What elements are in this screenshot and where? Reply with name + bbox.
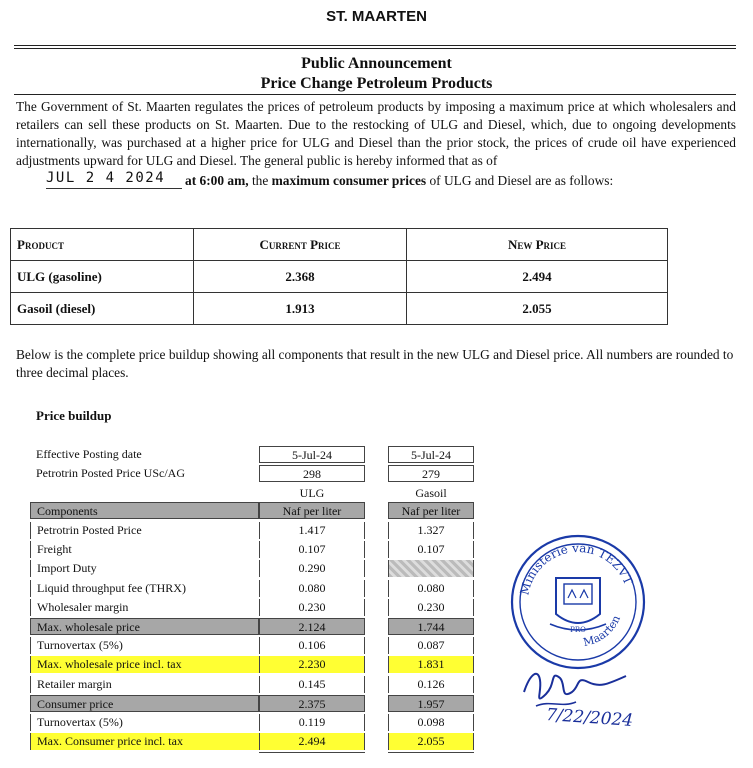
header-new-price: New Price: [407, 229, 668, 261]
ulg-value: 0.107: [259, 541, 365, 558]
header-rule-2: [14, 48, 736, 49]
posted-price-label: Petrotrin Posted Price USc/AG: [36, 466, 185, 480]
gasoil-value: 0.126: [388, 676, 474, 693]
components-header: Components: [30, 502, 259, 519]
ulg-effective-date: 5-Jul-24: [259, 446, 365, 463]
component-label: Consumer price: [30, 695, 259, 712]
ulg-value: 0.080: [259, 580, 365, 597]
price-row: [11, 293, 668, 325]
seal-motto: PRO: [570, 626, 586, 634]
seal-text-top: Ministerie van TEZVT: [517, 540, 636, 597]
ulg-value: 0.290: [259, 560, 365, 577]
document-title: ST. MAARTEN: [326, 8, 427, 25]
svg-text:Maarten: [582, 613, 623, 649]
ulg-posted-price: 298: [259, 465, 365, 482]
date-stamp: JUL 2 4 2024: [46, 170, 182, 189]
price-table-header: [11, 229, 668, 261]
ulg-unit-header: Naf per liter: [259, 502, 365, 519]
gas-unit-header: Naf per liter: [388, 502, 474, 519]
buildup-intro: Below is the complete price buildup showing all components that result in the new ULG and Diesel price. All numbers are rounded to three decimal places.: [16, 347, 734, 380]
gasoil-value: 1.831: [388, 656, 474, 673]
announcement-title: [0, 54, 753, 94]
tail-emphasis: maximum consumer prices: [271, 173, 427, 188]
new-price: 2.055: [407, 293, 668, 325]
gas-column-title: Gasoil: [415, 486, 447, 500]
ulg-value: 2.124: [259, 618, 365, 635]
product-name: Gasoil (diesel): [11, 293, 194, 325]
gas-posted-price: 279: [388, 465, 474, 482]
ulg-column-title: ULG: [299, 486, 325, 500]
signature-date: 7/22/2024: [545, 704, 634, 732]
new-price: 2.494: [407, 261, 668, 293]
gasoil-value: 0.098: [388, 714, 474, 731]
gasoil-value: 0.107: [388, 541, 474, 558]
component-label: Import Duty: [30, 560, 259, 577]
ulg-value: 0.106: [259, 637, 365, 654]
component-label: Freight: [30, 541, 259, 558]
effective-date-label: Effective Posting date: [36, 447, 142, 461]
ulg-value: 2.494: [259, 733, 365, 750]
price-row: [11, 261, 668, 293]
header-current-price: Current Price: [194, 229, 407, 261]
ulg-value: 1.417: [259, 522, 365, 539]
gasoil-value: 0.087: [388, 637, 474, 654]
tail-mid: the: [248, 173, 272, 188]
component-label: Max. Consumer price incl. tax: [30, 733, 359, 750]
ulg-value: 2.230: [259, 656, 365, 673]
component-label: Retailer margin: [30, 676, 259, 693]
announcement-tail: [185, 172, 613, 190]
ulg-value: 2.375: [259, 695, 365, 712]
component-label: Max. wholesale price incl. tax: [30, 656, 359, 673]
gasoil-value: 1.957: [388, 695, 474, 712]
title-rule: [14, 94, 736, 95]
tail-end: of ULG and Diesel are as follows:: [426, 173, 614, 188]
gas-table-bottom-border: [388, 752, 474, 753]
ulg-value: 0.230: [259, 599, 365, 616]
tail-time: at 6:00 am,: [185, 173, 249, 188]
current-price: 2.368: [194, 261, 407, 293]
gasoil-value: 1.744: [388, 618, 474, 635]
component-label: Petrotrin Posted Price: [30, 522, 259, 539]
price-table: [10, 228, 668, 325]
ulg-value: 0.145: [259, 676, 365, 693]
gasoil-value: 1.327: [388, 522, 474, 539]
component-label: Turnovertax (5%): [30, 714, 259, 731]
ulg-table-bottom-border: [259, 752, 365, 753]
component-label: Max. wholesale price: [30, 618, 259, 635]
announcement-title-line2: Price Change Petroleum Products: [260, 75, 493, 92]
component-label: Turnovertax (5%): [30, 637, 259, 654]
component-label: Liquid throughput fee (THRX): [30, 580, 259, 597]
gasoil-value: [388, 560, 474, 577]
product-name: ULG (gasoline): [11, 261, 194, 293]
gasoil-value: 0.230: [388, 599, 474, 616]
component-label: Wholesaler margin: [30, 599, 259, 616]
gasoil-value: 2.055: [388, 733, 474, 750]
seal-text-bottom: Maarten: [581, 613, 624, 649]
header-product: Product: [11, 229, 194, 261]
announcement-body: The Government of St. Maarten regulates the prices of petroleum products by imposing a maximum price at which wholesalers and retailers can sell these products on St. Maarten. Due to the restocking of ULG and Diesel, which, due to ongoing developments internationally, was purchased at a higher price for ULG and Diesel than the prior stock, the prices of crude oil have experienced adjustments upward for ULG and Diesel. The general public is hereby informed that as of: [16, 99, 736, 168]
ulg-value: 0.119: [259, 714, 365, 731]
announcement-title-line1: Public Announcement: [301, 55, 452, 72]
current-price: 1.913: [194, 293, 407, 325]
gasoil-value: 0.080: [388, 580, 474, 597]
buildup-title: Price buildup: [36, 408, 112, 423]
header-rule: [14, 45, 736, 46]
gas-effective-date: 5-Jul-24: [388, 446, 474, 463]
